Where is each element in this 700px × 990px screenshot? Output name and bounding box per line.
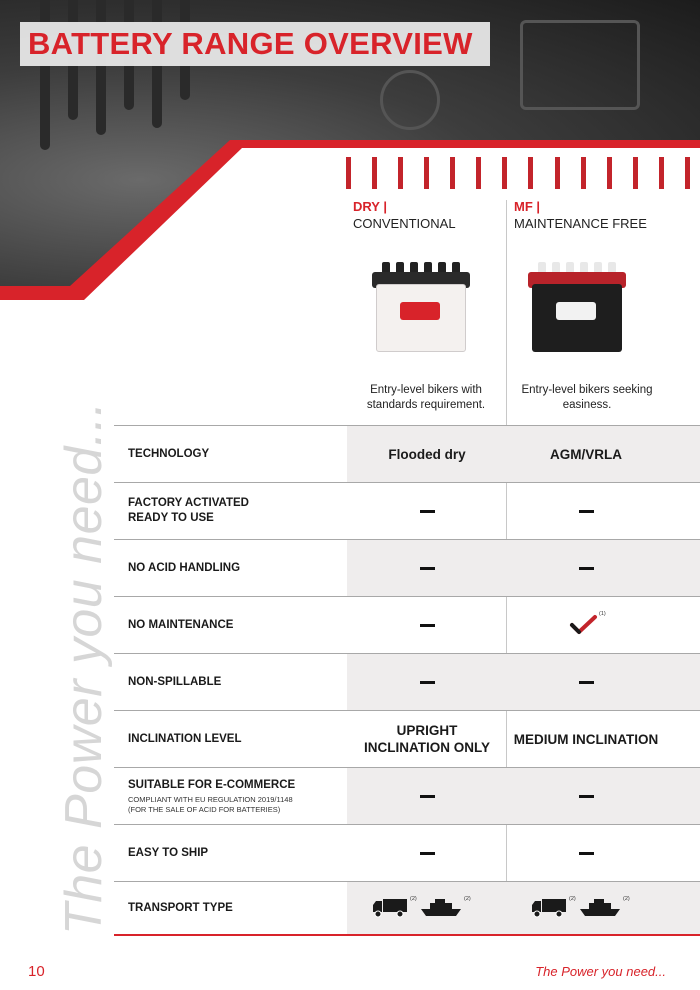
row-label: SUITABLE FOR E-COMMERCE [128, 779, 296, 791]
side-slogan: The Power you need... [55, 401, 113, 935]
row-label: TECHNOLOGY [128, 447, 210, 460]
row-sublabel: COMPLIANT WITH EU REGULATION 2019/1148 (FOR THE SALE OF ACID FOR BATTERIES) [128, 795, 293, 814]
cell-value: Flooded dry [388, 446, 466, 462]
table-bottom-rule [114, 934, 700, 936]
column-description-mf: Entry-level bikers seeking easiness. [521, 384, 653, 411]
tick-mark [555, 157, 560, 189]
bs-logo [400, 302, 440, 320]
cell-value: UPRIGHT INCLINATION ONLY [363, 723, 490, 755]
check-icon [569, 611, 606, 637]
ship-icon [579, 898, 621, 918]
table-row-e-commerce [114, 767, 700, 824]
dash-icon [420, 567, 435, 570]
row-label: TRANSPORT TYPE [128, 901, 233, 914]
tick-mark [528, 157, 533, 189]
dash-icon [579, 795, 594, 798]
tick-mark [633, 157, 638, 189]
column-header-dry [353, 198, 456, 232]
wheel-shape [380, 70, 440, 130]
hanging-wrench [96, 0, 106, 135]
dash-icon [579, 567, 594, 570]
ship-icon [420, 898, 462, 918]
footnote-ref: (2) [623, 896, 630, 902]
dash-icon [420, 510, 435, 513]
bs-logo [556, 302, 596, 320]
title-banner [20, 22, 490, 66]
page-title: BATTERY RANGE OVERVIEW [28, 26, 473, 61]
column-header-mf [514, 198, 647, 232]
tick-mark [581, 157, 586, 189]
row-label: NO ACID HANDLING [128, 561, 241, 574]
transport-icons [531, 896, 641, 920]
truck-icon [531, 898, 567, 918]
row-label: NON-SPILLABLE [128, 675, 222, 688]
table-row-inclination-level [114, 710, 700, 767]
tick-mark [659, 157, 664, 189]
dash-icon [579, 681, 594, 684]
footnote-ref: (2) [464, 896, 471, 902]
dash-icon [420, 681, 435, 684]
footnote-ref: (1) [599, 611, 606, 617]
table-row-non-spillable [114, 653, 700, 710]
table-row-easy-to-ship [114, 824, 700, 881]
dash-icon [420, 852, 435, 855]
shelf-shape [520, 20, 640, 110]
transport-icons [372, 896, 482, 920]
tick-mark [476, 157, 481, 189]
cell-value: MEDIUM INCLINATION [513, 731, 659, 747]
row-label: EASY TO SHIP [128, 846, 209, 859]
table-row-factory-activated [114, 482, 700, 539]
maintenance-free-battery-image [528, 262, 626, 354]
footer-slogan: The Power you need... [535, 964, 666, 979]
tick-mark [685, 157, 690, 189]
tick-mark [346, 157, 351, 189]
column-code: DRY | [353, 199, 387, 214]
tick-mark [398, 157, 403, 189]
dash-icon [579, 852, 594, 855]
conventional-battery-image [372, 262, 470, 354]
dash-icon [420, 795, 435, 798]
tick-mark [502, 157, 507, 189]
row-label: INCLINATION LEVEL [128, 732, 242, 745]
footnote-ref: (2) [569, 896, 576, 902]
tick-mark [424, 157, 429, 189]
page-number: 10 [28, 963, 45, 980]
column-name: CONVENTIONAL [353, 216, 456, 231]
truck-icon [372, 898, 408, 918]
table-row-no-maintenance [114, 596, 700, 653]
column-code: MF | [514, 199, 541, 214]
footnote-ref: (2) [410, 896, 417, 902]
column-description-dry: Entry-level bikers with standards requirement. [366, 384, 486, 411]
cell-value: AGM/VRLA [550, 446, 622, 462]
column-name: MAINTENANCE FREE [514, 216, 647, 231]
table-row-no-acid-handling [114, 539, 700, 596]
tick-mark [450, 157, 455, 189]
dash-icon [579, 510, 594, 513]
dash-icon [420, 624, 435, 627]
row-label: FACTORY ACTIVATED READY TO USE [128, 497, 249, 524]
tick-mark [372, 157, 377, 189]
table-row-transport-type [114, 881, 700, 934]
row-label: NO MAINTENANCE [128, 618, 234, 631]
decorative-tick-bar [346, 157, 700, 189]
table-row-technology [114, 425, 700, 482]
tick-mark [607, 157, 612, 189]
